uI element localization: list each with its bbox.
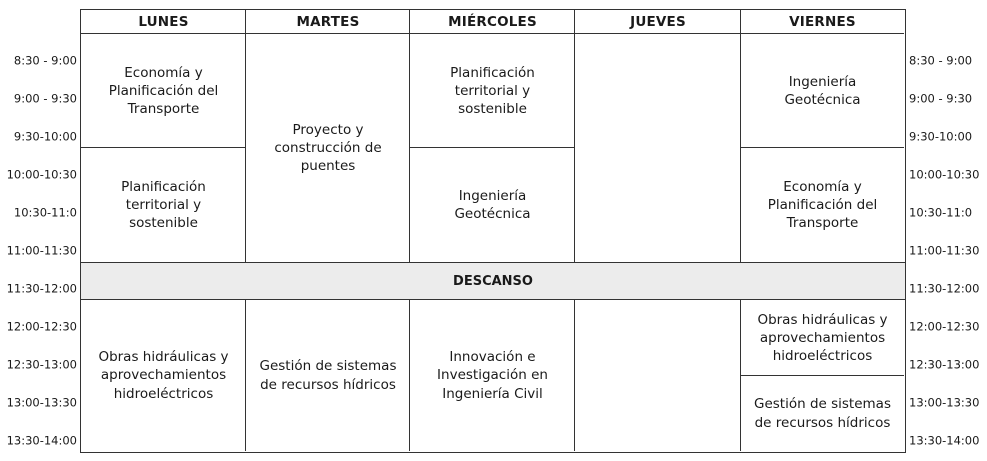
class-viernes-afternoon-1: Obras hidráulicas y aprovechamientos hidroeléctricos — [757, 311, 888, 365]
grid-line — [574, 10, 575, 262]
class-miercoles-afternoon: Innovación e Investigación en Ingeniería Civil — [437, 349, 548, 402]
time-label: 10:30-11:0 — [13, 205, 77, 220]
grid-line — [741, 375, 904, 376]
schedule-table — [80, 9, 906, 453]
time-label: 11:30-12:00 — [909, 281, 980, 296]
time-label: 9:30-10:00 — [909, 129, 973, 144]
grid-line — [741, 147, 904, 148]
time-label: 13:00-13:30 — [6, 395, 77, 410]
time-label: 13:30-14:00 — [909, 433, 980, 448]
time-label: 11:00-11:30 — [909, 243, 980, 258]
day-header-jueves: JUEVES — [575, 10, 741, 34]
class-lunes-morning-1: Economía y Planificación del Transporte — [108, 64, 219, 118]
class-lunes-afternoon: Obras hidráulicas y aprovechamientos hidroeléctricos — [98, 349, 229, 402]
time-label: 9:00 - 9:30 — [13, 91, 77, 106]
grid-line — [81, 147, 246, 148]
empty-jueves-afternoon — [575, 300, 741, 451]
time-label: 9:00 - 9:30 — [909, 91, 973, 106]
day-header-miercoles: MIÉRCOLES — [410, 10, 575, 34]
time-label: 12:00-12:30 — [909, 319, 980, 334]
grid-line — [740, 10, 741, 262]
time-label: 12:30-13:00 — [909, 357, 980, 372]
time-label: 11:30-12:00 — [6, 281, 77, 296]
time-label: 8:30 - 9:00 — [909, 53, 973, 68]
time-label: 8:30 - 9:00 — [13, 53, 77, 68]
day-header-lunes: LUNES — [81, 10, 246, 34]
time-label: 10:30-11:0 — [909, 205, 973, 220]
grid-line — [409, 300, 410, 451]
class-viernes-afternoon-2: Gestión de sistemas de recursos hídricos — [754, 396, 891, 431]
class-martes-morning: Proyecto y construcción de puentes — [274, 121, 382, 175]
class-martes-afternoon: Gestión de sistemas de recursos hídricos — [259, 358, 397, 393]
grid-line — [574, 300, 575, 451]
grid-line — [245, 300, 246, 451]
day-header-martes: MARTES — [246, 10, 410, 34]
empty-jueves-morning — [575, 34, 741, 262]
time-label: 13:00-13:30 — [909, 395, 980, 410]
time-label: 9:30-10:00 — [13, 129, 77, 144]
class-lunes-morning-2: Planificación territorial y sostenible — [121, 178, 206, 232]
class-viernes-morning-2: Economía y Planificación del Transporte — [767, 178, 878, 232]
class-miercoles-morning-2: Ingeniería Geotécnica — [454, 187, 531, 222]
grid-line — [410, 147, 575, 148]
class-viernes-morning-1: Ingeniería Geotécnica — [784, 73, 861, 108]
grid-line — [245, 10, 246, 262]
day-header-viernes: VIERNES — [741, 10, 904, 34]
break-label: DESCANSO — [453, 273, 533, 289]
class-miercoles-morning-1: Planificación territorial y sostenible — [450, 64, 535, 118]
time-label: 13:30-14:00 — [6, 433, 77, 448]
time-label: 11:00-11:30 — [6, 243, 77, 258]
time-label: 10:00-10:30 — [909, 167, 980, 182]
time-label: 12:00-12:30 — [6, 319, 77, 334]
break-row — [81, 262, 905, 300]
time-label: 10:00-10:30 — [6, 167, 77, 182]
grid-line — [409, 10, 410, 262]
time-label: 12:30-13:00 — [6, 357, 77, 372]
